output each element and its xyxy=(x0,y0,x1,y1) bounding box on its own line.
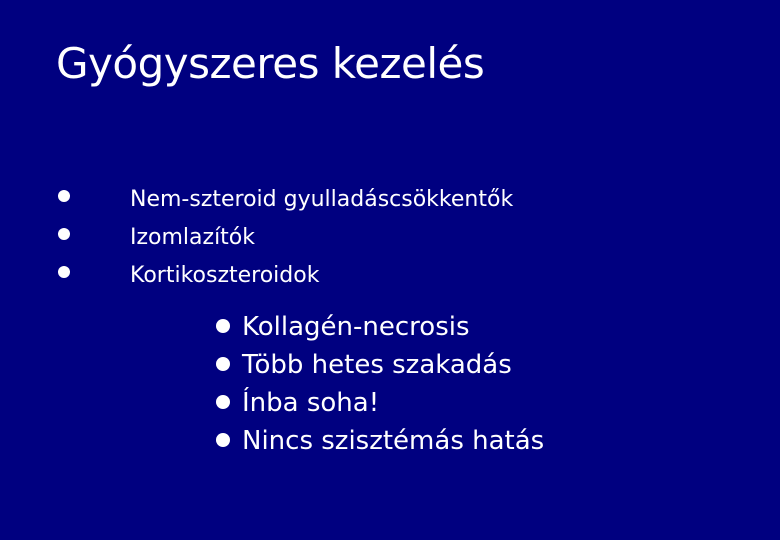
bullet-dot-icon xyxy=(58,190,70,202)
bullet-item xyxy=(0,224,780,262)
sub-bullet-dot-icon xyxy=(216,357,230,371)
bullet-dot-icon xyxy=(58,266,70,278)
sub-bullet-item xyxy=(0,386,780,424)
bullet-item xyxy=(0,186,780,224)
bullet-dot-icon xyxy=(58,228,70,240)
sub-bullet-item xyxy=(0,424,780,462)
bullet-text: Nem-szteroid gyulladáscsökkentők xyxy=(130,187,514,212)
sub-bullet-list xyxy=(0,310,780,462)
sub-bullet-text: Ínba soha! xyxy=(242,388,380,418)
sub-bullet-item xyxy=(0,348,780,386)
sub-bullet-item xyxy=(0,310,780,348)
sub-bullet-dot-icon xyxy=(216,433,230,447)
sub-bullet-dot-icon xyxy=(216,395,230,409)
sub-bullet-text: Kollagén-necrosis xyxy=(242,312,470,342)
bullet-text: Kortikoszteroidok xyxy=(130,263,320,288)
sub-bullet-dot-icon xyxy=(216,319,230,333)
bullet-item xyxy=(0,262,780,300)
sub-bullet-text: Nincs szisztémás hatás xyxy=(242,426,545,456)
sub-bullet-text: Több hetes szakadás xyxy=(242,350,512,380)
slide-title: Gyógyszeres kezelés xyxy=(56,39,485,88)
bullet-list xyxy=(0,186,780,300)
bullet-text: Izomlazítók xyxy=(130,225,256,250)
